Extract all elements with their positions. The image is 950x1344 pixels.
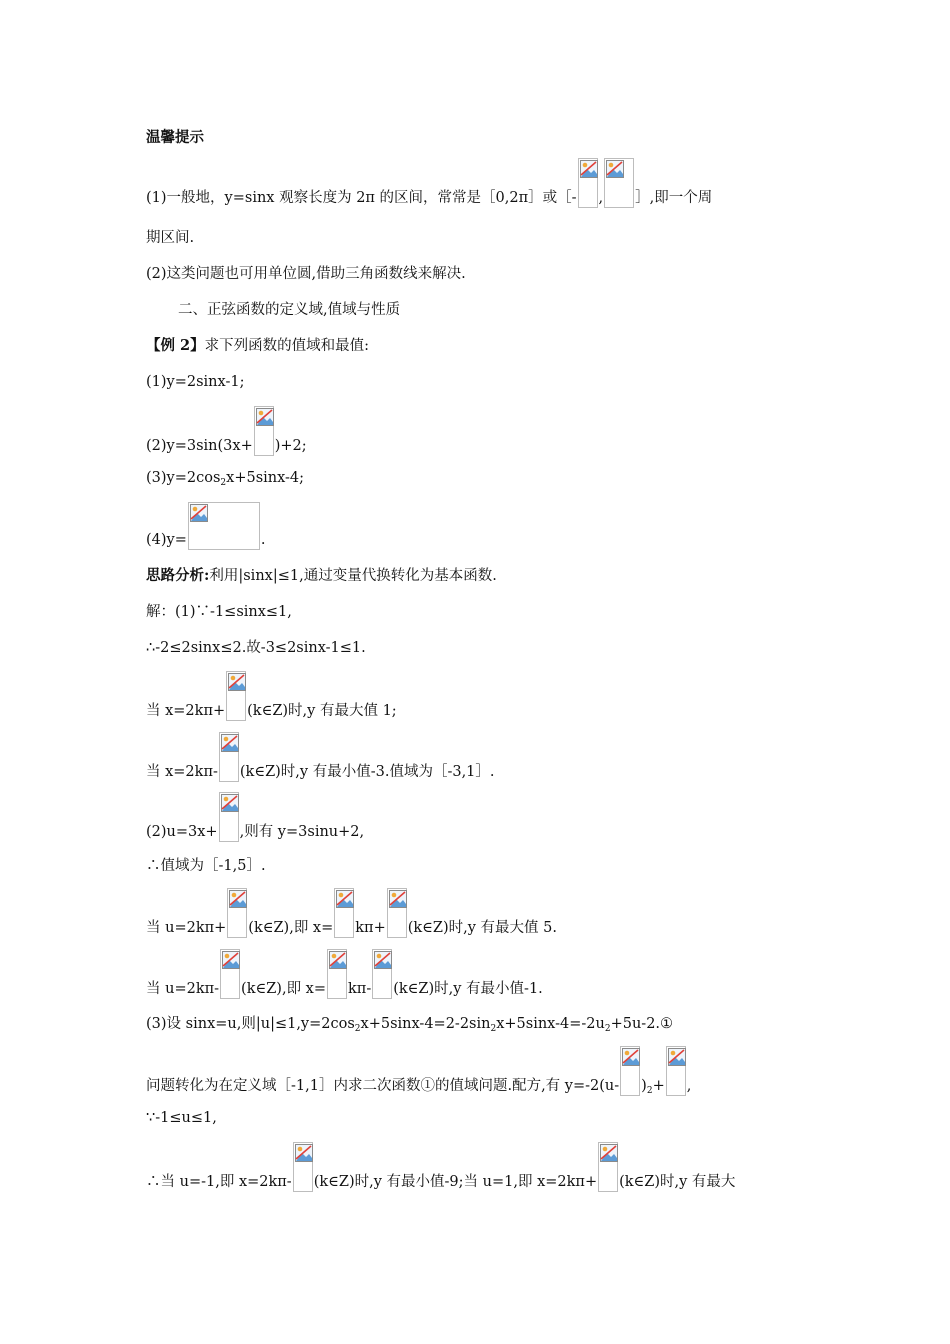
example-heading: 【例 2】 求下列函数的值域和最值: bbox=[146, 337, 370, 354]
formula-image-icon bbox=[578, 158, 598, 208]
tip-line-2: (2)这类问题也可用单位圆,借助三角函数线来解决. bbox=[146, 266, 466, 282]
solution-12: ∴当 u=-1,即 x=2kπ- (k∈Z)时,y 有最小值-9;当 u=1,即 x=2kπ+ (k∈Z)时,y 有最大 bbox=[146, 1142, 816, 1192]
solution-3: 当 x=2kπ+ (k∈Z)时,y 有最大值 1; bbox=[146, 671, 816, 721]
solution-4: 当 x=2kπ- (k∈Z)时,y 有最小值-3.值域为［-3,1］. bbox=[146, 732, 816, 782]
formula-image-icon bbox=[334, 888, 354, 938]
solution-6: ∴值域为［-1,5］. bbox=[146, 858, 266, 874]
solution-11: ∵-1≤u≤1, bbox=[146, 1110, 217, 1126]
section-title: 二、正弦函数的定义域,值域与性质 bbox=[178, 302, 401, 318]
solution-10: 问题转化为在定义域［-1,1］内求二次函数①的值域问题.配方,有 y=-2(u- ) 2 + , bbox=[146, 1046, 816, 1096]
formula-image-icon bbox=[372, 949, 392, 999]
solution-8: 当 u=2kπ- (k∈Z),即 x= kπ- (k∈Z)时,y 有最小值-1. bbox=[146, 949, 816, 999]
question-4: (4)y= . bbox=[146, 502, 816, 550]
formula-image-icon bbox=[604, 158, 634, 208]
question-2: (2)y=3sin(3x+ )+2; bbox=[146, 406, 816, 456]
formula-image-icon bbox=[220, 949, 240, 999]
formula-image-icon bbox=[227, 888, 247, 938]
formula-image-icon bbox=[327, 949, 347, 999]
formula-image-icon bbox=[666, 1046, 686, 1096]
question-1: (1)y=2sinx-1; bbox=[146, 374, 245, 390]
tip-line-1-cont: 期区间. bbox=[146, 230, 195, 246]
formula-image-icon bbox=[293, 1142, 313, 1192]
formula-image-icon bbox=[219, 792, 239, 842]
formula-image-icon bbox=[598, 1142, 618, 1192]
formula-image-icon bbox=[254, 406, 274, 456]
solution-7: 当 u=2kπ+ (k∈Z),即 x= kπ+ (k∈Z)时,y 有最大值 5. bbox=[146, 888, 816, 938]
formula-image-icon bbox=[188, 502, 260, 550]
formula-image-icon bbox=[387, 888, 407, 938]
formula-image-icon bbox=[219, 732, 239, 782]
solution-5: (2)u=3x+ ,则有 y=3sinu+2, bbox=[146, 792, 816, 842]
question-3: (3)y=2cos 2 x+5sinx-4; bbox=[146, 470, 305, 488]
tip-line-1: (1)一般地，y=sinx 观察长度为 2π 的区间，常常是［0,2π］或［- , ］,即一个周 bbox=[146, 158, 816, 208]
formula-image-icon bbox=[620, 1046, 640, 1096]
analysis: 思路分析: 利用|sinx|≤1,通过变量代换转化为基本函数. bbox=[146, 567, 497, 584]
solution-1: 解：(1)∵-1≤sinx≤1, bbox=[146, 604, 292, 620]
formula-image-icon bbox=[226, 671, 246, 721]
tip-heading: 温馨提示 bbox=[146, 129, 204, 146]
solution-2: ∴-2≤2sinx≤2.故-3≤2sinx-1≤1. bbox=[146, 640, 366, 656]
solution-9: (3)设 sinx=u,则|u|≤1,y=2cos 2 x+5sinx-4=2-2sin 2 x+5sinx-4=-2u 2 +5u-2.① bbox=[146, 1016, 674, 1034]
